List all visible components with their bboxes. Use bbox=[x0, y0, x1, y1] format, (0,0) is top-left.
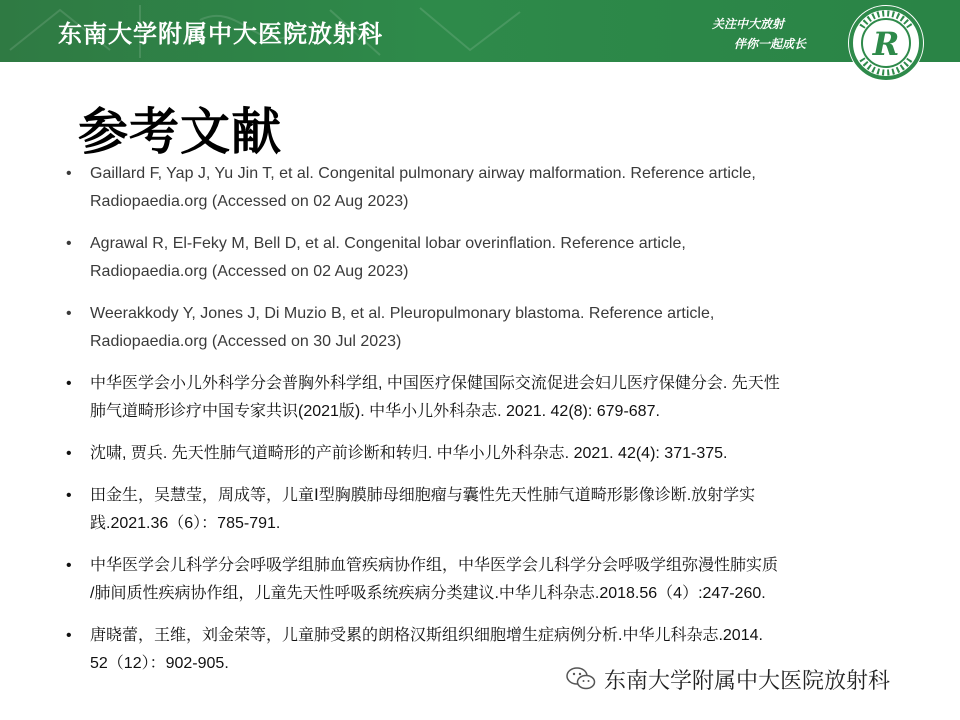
reference-item bbox=[62, 482, 922, 538]
reference-line: 肺气道畸形诊疗中国专家共识(2021版). 中华小儿外科杂志. 2021. 42(8): 679-687. bbox=[90, 403, 660, 420]
reference-item bbox=[62, 300, 922, 356]
reference-line: 唐晓蕾，王维，刘金荣等，儿童肺受累的朗格汉斯组织细胞增生症病例分析.中华儿科杂志.2014. bbox=[90, 627, 763, 644]
reference-line: Radiopaedia.org (Accessed on 30 Jul 2023) bbox=[90, 333, 402, 350]
reference-item bbox=[62, 160, 922, 216]
watermark-text: 东南大学附属中大医院放射科 bbox=[604, 668, 891, 694]
page-title: 参考文献 bbox=[78, 103, 282, 161]
bullet: • bbox=[66, 235, 72, 252]
bullet: • bbox=[66, 557, 72, 574]
reference-line: 沈啸, 贾兵. 先天性肺气道畸形的产前诊断和转归. 中华小儿外科杂志. 2021. 42(4): 371-375. bbox=[90, 445, 728, 462]
reference-line: 中华医学会小儿外科学分会普胸外科学组, 中国医疗保健国际交流促进会妇儿医疗保健分会. 先天性 bbox=[90, 375, 780, 392]
reference-line: 52（12）：902-905. bbox=[90, 655, 229, 672]
hospital-logo bbox=[846, 3, 926, 83]
reference-line: Radiopaedia.org (Accessed on 02 Aug 2023) bbox=[90, 193, 409, 210]
bullet: • bbox=[66, 165, 72, 182]
reference-item bbox=[62, 552, 922, 608]
slogan-line-2: 伴你一起成长 bbox=[734, 37, 807, 51]
reference-list bbox=[62, 160, 922, 678]
bullet: • bbox=[66, 445, 72, 462]
reference-line: 田金生，吴慧莹，周成等，儿童Ⅰ型胸膜肺母细胞瘤与囊性先天性肺气道畸形影像诊断.放射学实 bbox=[90, 487, 756, 504]
bullet: • bbox=[66, 487, 72, 504]
reference-line: Gaillard F, Yap J, Yu Jin T, et al. Congenital pulmonary airway malformation. Reference article, bbox=[90, 165, 756, 182]
header-banner bbox=[0, 0, 960, 62]
reference-line: Radiopaedia.org (Accessed on 02 Aug 2023) bbox=[90, 263, 409, 280]
wechat-icon bbox=[566, 666, 596, 692]
header-title: 东南大学附属中大医院放射科 bbox=[58, 19, 383, 48]
reference-line: /肺间质性疾病协作组，儿童先天性呼吸系统疾病分类建议.中华儿科杂志.2018.56（4）:247-260. bbox=[90, 585, 766, 602]
reference-line: Agrawal R, El-Feky M, Bell D, et al. Congenital lobar overinflation. Reference article, bbox=[90, 235, 686, 252]
reference-line: 中华医学会儿科学分会呼吸学组肺血管疾病协作组，中华医学会儿科学分会呼吸学组弥漫性肺实质 bbox=[90, 557, 779, 574]
bullet: • bbox=[66, 305, 72, 322]
reference-line: 践.2021.36（6）：785-791. bbox=[90, 515, 281, 532]
reference-item bbox=[62, 440, 922, 468]
reference-line: Weerakkody Y, Jones J, Di Muzio B, et al. Pleuropulmonary blastoma. Reference article, bbox=[90, 305, 715, 322]
bullet: • bbox=[66, 375, 72, 392]
slogan-line-1: 关注中大放射 bbox=[712, 17, 785, 31]
watermark bbox=[566, 664, 890, 694]
slogan bbox=[712, 14, 806, 54]
logo-letter: R bbox=[872, 25, 900, 63]
bullet: • bbox=[66, 627, 72, 644]
reference-item bbox=[62, 230, 922, 286]
reference-item bbox=[62, 370, 922, 426]
